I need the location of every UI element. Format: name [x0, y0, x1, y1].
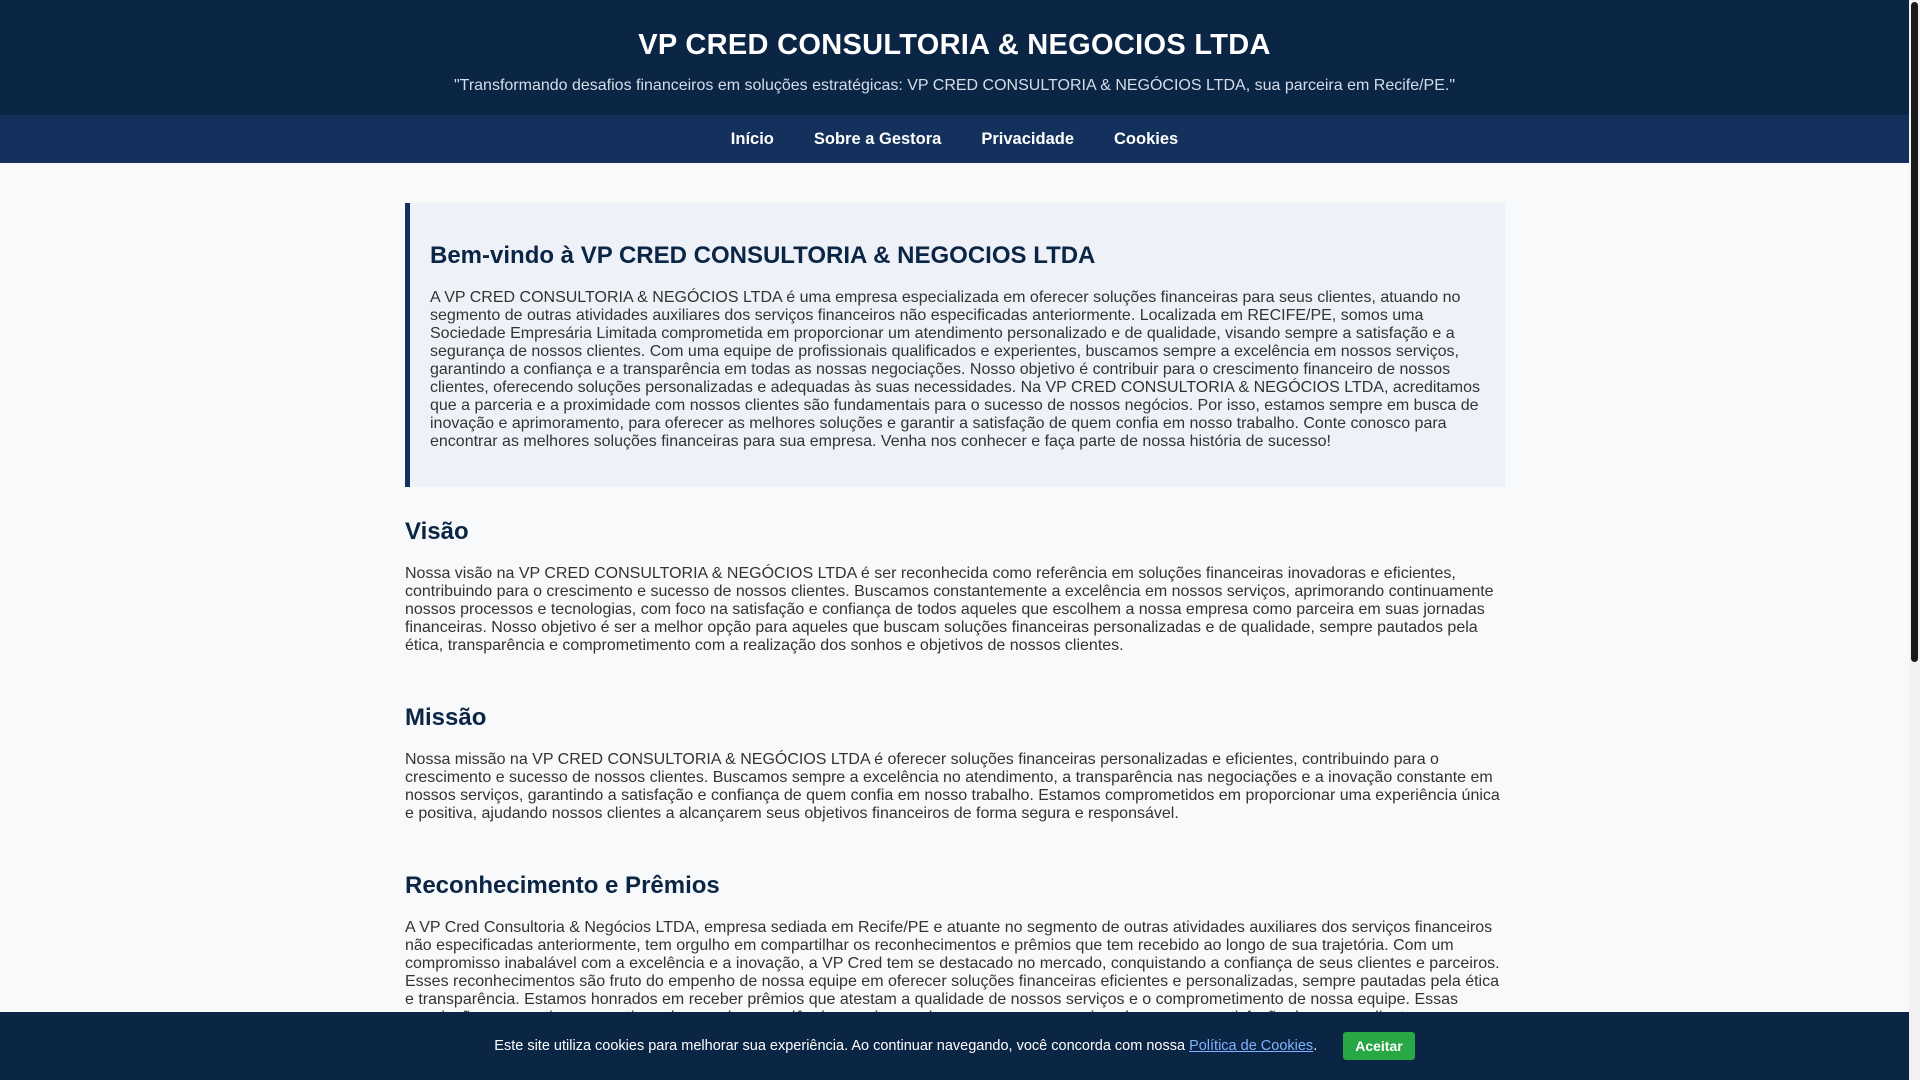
mission-section — [405, 703, 1505, 823]
vision-heading: Visão — [405, 518, 469, 545]
nav-item-privacidade[interactable]: Privacidade — [981, 130, 1074, 148]
vision-section — [405, 517, 1505, 655]
cookie-consent-bar — [0, 1012, 1909, 1080]
scrollbar-thumb[interactable] — [1911, 2, 1918, 662]
cookie-consent-period: . — [1313, 1038, 1318, 1054]
awards-heading: Reconhecimento e Prêmios — [405, 872, 720, 899]
site-tagline: "Transformando desafios financeiros em soluções estratégicas: VP CRED CONSULTORIA & NEGÓCIOS LTDA, sua parceira em Recife/PE." — [453, 77, 1456, 94]
site-header — [0, 0, 1909, 115]
awards-section — [405, 871, 1505, 1027]
awards-text: A VP Cred Consultoria & Negócios LTDA, empresa sediada em Recife/PE e atuante no segmento de outras atividades auxiliares dos serviços financeiros não especificadas anteriormente, tem orgulho em compartilhar os reconhecimentos e prêmios que tem recebido ao longo de sua trajetória. Com um compromisso inabalável com a excelência e a inovação, a VP Cred tem se destacado no mercado, conquistando a confiança de seus clientes e parceiros. Esses reconhecimentos são fruto do empenho de nossa equipe em oferecer soluções financeiras eficientes e personalizadas, sempre pautadas pela ética e transparência. Estamos honrados em receber prêmios que atestam a qualidade de nossos serviços e o comprometimento de nossa equipe. Essas — [405, 919, 1500, 1008]
accept-cookies-button[interactable]: Aceitar — [1343, 1032, 1414, 1060]
main-nav — [0, 115, 1909, 163]
cookie-policy-link[interactable]: Política de Cookies — [1189, 1038, 1314, 1054]
nav-item-sobre-a-gestora[interactable]: Sobre a Gestora — [813, 130, 942, 148]
nav-item-cookies[interactable]: Cookies — [1114, 130, 1179, 148]
welcome-section — [405, 203, 1505, 487]
cookie-consent-text: Este site utiliza cookies para melhorar sua experiência. Ao continuar navegando, você concorda com nossa — [494, 1038, 1186, 1054]
welcome-heading: Bem-vindo à VP CRED CONSULTORIA & NEGOCIOS LTDA — [430, 242, 1096, 269]
mission-text: Nossa missão na VP CRED CONSULTORIA & NEGÓCIOS LTDA é oferecer soluções financeiras personalizadas e eficientes, contribuindo para o crescimento e sucesso de nossos clientes. Buscamos sempre a excelência no atendimento, a transparência nas negociações e a inovação constante em nossos serviços, garantindo a satisfação e confiança de quem confia em nosso trabalho. Estamos comprometidos em proporcionar uma experiência única e positiva, ajudando nossos clientes a alcançarem seus objetivos financeiros de forma segura e responsável. — [405, 751, 1500, 822]
welcome-text: A VP CRED CONSULTORIA & NEGÓCIOS LTDA é uma empresa especializada em oferecer soluções financeiras para seus clientes, atuando no segmento de outras atividades auxiliares dos serviços financeiros não especificadas anteriormente. Localizada em RECIFE/PE, somos uma Sociedade Empresária Limitada comprometida em proporcionar um atendimento personalizado e de qualidade, visando sempre a satisfação e a segurança de nossos clientes. Com uma equipe de profissionais qualificados e experientes, buscamos sempre a excelência em nossos serviços, garantindo a confiança e a transparência em todas as nossas negociações. Nosso objetivo é contribuir para o crescimento financeiro de nossos clientes, oferecendo soluções personalizadas e adequadas às suas necessidades. Na VP CRED CONSULTORIA & NEGÓCIOS LTDA, acreditamos que a parceria e a proximidade com nossos clientes são fundamentais para o sucesso de nossos negócios. Por isso, estamos sempre em busca de inovação e aprimoramento, para oferecer as melhores soluções e garantir a satisfação de quem confia em nosso trabalho. Conte conosco para encontrar as melhores soluções financeiras para sua empresa. Venha nos conhecer e faça parte de nossa história de sucesso! — [430, 289, 1480, 450]
nav-item-inicio[interactable]: Início — [730, 130, 774, 148]
main-content — [405, 203, 1505, 1027]
site-title: VP CRED CONSULTORIA & NEGOCIOS LTDA — [638, 29, 1271, 61]
page-scrollbar[interactable] — [1909, 0, 1920, 1080]
vision-text: Nossa visão na VP CRED CONSULTORIA & NEGÓCIOS LTDA é ser reconhecida como referência em soluções financeiras inovadoras e eficientes, contribuindo para o crescimento e sucesso de nossos clientes. Buscamos constantemente a excelência em nossos serviços, aprimorando continuamente nossos processos e tecnologias, com foco na satisfação e confiança de todos aqueles que escolhem a nossa empresa como parceira em suas jornadas financeiras. Nosso objetivo é ser a melhor opção para aqueles que buscam soluções financeiras personalizadas e de qualidade, sempre pautados pela ética, transparência e comprometimento com a realização dos sonhos e objetivos de nossos clientes. — [405, 565, 1494, 654]
mission-heading: Missão — [405, 704, 487, 731]
